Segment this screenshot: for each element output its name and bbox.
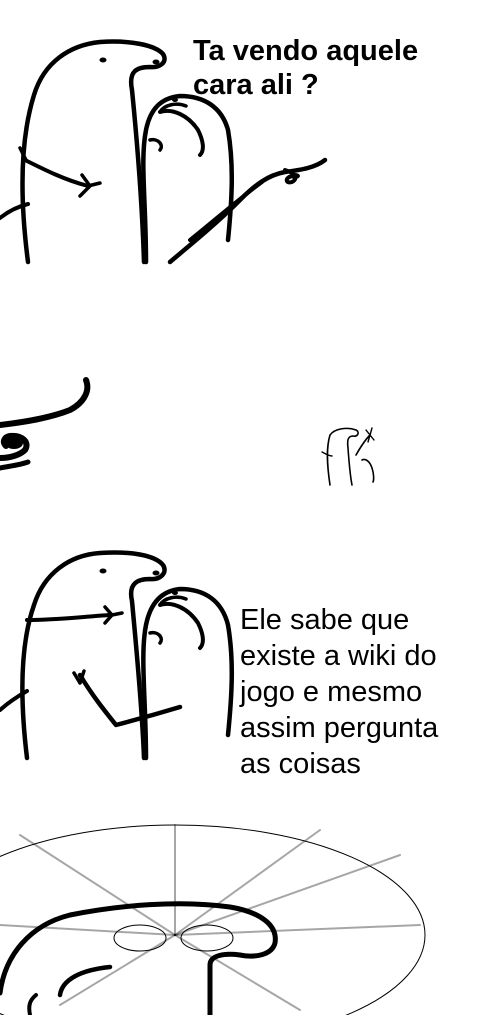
pointing-hand-icon <box>290 173 300 179</box>
comic-panel-1 <box>0 0 488 270</box>
caption-line: existe a wiki do <box>240 640 437 672</box>
eye-right-icon <box>153 60 160 65</box>
caption-line: Ele sabe que <box>240 604 410 636</box>
eye-back-icon <box>172 591 178 595</box>
caption-line: assim pergunta <box>240 712 439 744</box>
pointing-at-distant-guy-drawing <box>0 270 488 525</box>
caption-line: jogo e mesmo <box>240 676 423 708</box>
angry-glowing-eyes-drawing <box>0 815 488 1015</box>
eye-left-icon <box>100 58 107 63</box>
pointing-finger-icon <box>5 437 23 449</box>
eye-right-icon <box>153 571 160 576</box>
caption-explanation <box>240 602 485 782</box>
comic-panel-2 <box>0 270 488 525</box>
glowing-eye-left-icon <box>114 925 166 951</box>
caption-line: Ta vendo aquele <box>193 35 419 67</box>
comic-panel-4 <box>0 815 488 1015</box>
glowing-eye-right-icon <box>181 925 233 951</box>
comic-panel-3 <box>0 525 488 815</box>
caption-question <box>193 34 483 102</box>
caption-line: as coisas <box>240 748 361 780</box>
eye-left-icon <box>100 569 107 574</box>
eye-back-icon <box>172 98 178 102</box>
caption-line: cara ali ? <box>193 69 319 101</box>
